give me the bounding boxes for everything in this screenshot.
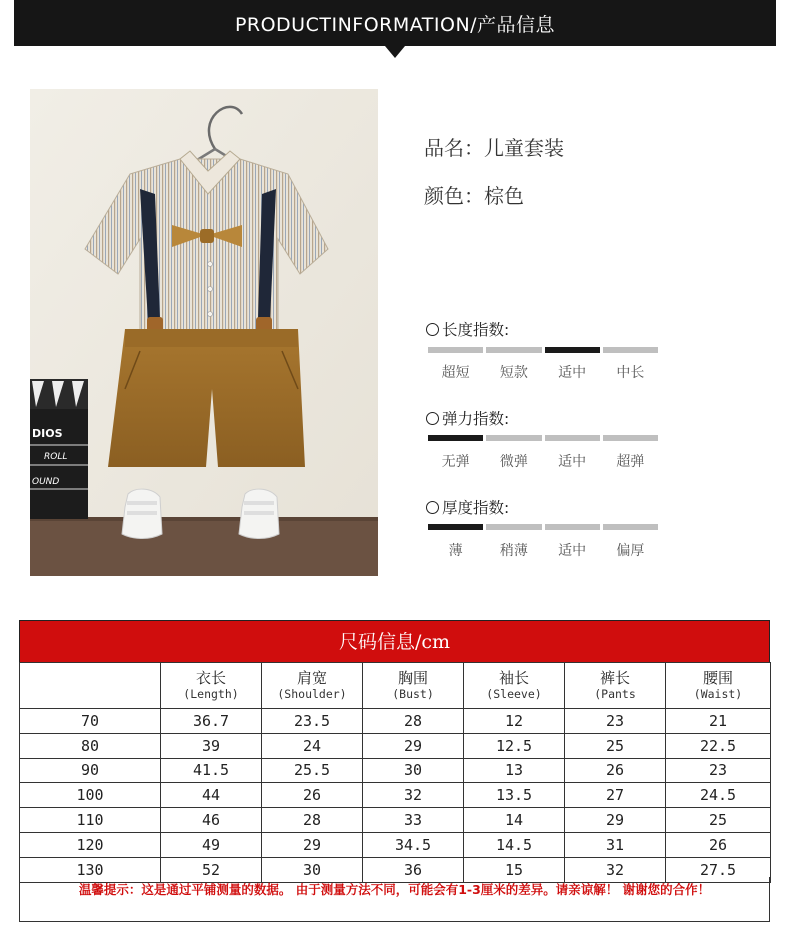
- elasticity-bar-1-selected: [428, 435, 483, 441]
- table-row: [20, 758, 771, 783]
- table-row: [20, 733, 771, 758]
- measurement-cell: 26: [666, 832, 771, 857]
- elasticity-bar-3: [545, 435, 600, 441]
- measurement-cell: 25: [565, 733, 666, 758]
- measurement-cell: 28: [363, 709, 464, 734]
- measurement-cell: 31: [565, 832, 666, 857]
- section-title: PRODUCTINFORMATION/产品信息: [234, 14, 556, 36]
- header-pointer: [385, 46, 405, 58]
- circle-icon: [426, 501, 439, 514]
- length-bar-4: [603, 347, 658, 353]
- column-header-sleeve: 袖长 (Sleeve): [464, 663, 565, 709]
- elasticity-index-labels: [428, 451, 658, 471]
- measurement-cell: 25.5: [262, 758, 363, 783]
- column-header-shoulder: 肩宽 (Shoulder): [262, 663, 363, 709]
- measurement-cell: 39: [161, 733, 262, 758]
- length-option: 短款: [499, 365, 528, 381]
- product-photo: [30, 89, 378, 576]
- length-bar-1: [428, 347, 483, 353]
- measurement-cell: 27: [565, 783, 666, 808]
- size-table-grid: [19, 662, 771, 883]
- product-color: 颜色：棕色: [424, 184, 524, 208]
- measurement-cell: 44: [161, 783, 262, 808]
- measurement-cell: 33: [363, 808, 464, 833]
- elasticity-bar-2: [486, 435, 541, 441]
- measurement-cell: 28: [262, 808, 363, 833]
- length-index-labels: [428, 362, 658, 382]
- measurement-cell: 24.5: [666, 783, 771, 808]
- length-option: 中长: [616, 365, 645, 381]
- measurement-cell: 13: [464, 758, 565, 783]
- measurement-cell: 23: [666, 758, 771, 783]
- clapper-text-2: ROLL: [44, 452, 68, 462]
- size-cell: 70: [20, 709, 161, 734]
- length-index-bars: [428, 347, 658, 353]
- thickness-option: 稍薄: [499, 543, 528, 559]
- measurement-cell: 41.5: [161, 758, 262, 783]
- measurement-cell: 32: [363, 783, 464, 808]
- table-row: [20, 832, 771, 857]
- measurement-cell: 13.5: [464, 783, 565, 808]
- measurement-cell: 23.5: [262, 709, 363, 734]
- measurement-cell: 36.7: [161, 709, 262, 734]
- column-header-length: 衣长 (Length): [161, 663, 262, 709]
- elasticity-option: 无弹: [441, 454, 470, 470]
- size-cell: 90: [20, 758, 161, 783]
- measurement-cell: 30: [363, 758, 464, 783]
- length-index-title: 长度指数:: [426, 318, 509, 340]
- thickness-index-labels: [428, 540, 658, 560]
- clapper-text-1: DIOS: [32, 427, 63, 440]
- elasticity-index-title: 弹力指数:: [426, 407, 509, 429]
- measurement-cell: 36: [363, 857, 464, 882]
- size-table-body: [20, 709, 771, 883]
- measurement-note: 温馨提示：这是通过平铺测量的数据。 由于测量方法不同，可能会有1-3厘米的差异。请亲谅解！ 谢谢您的合作！: [19, 877, 770, 922]
- measurement-cell: 21: [666, 709, 771, 734]
- length-option: 超短: [441, 365, 470, 381]
- thickness-bar-4: [603, 524, 658, 530]
- size-table-title: 尺码信息/cm: [19, 620, 770, 662]
- product-name: 品名：儿童套装: [424, 136, 564, 160]
- measurement-cell: 15: [464, 857, 565, 882]
- table-row: [20, 808, 771, 833]
- measurement-cell: 12: [464, 709, 565, 734]
- size-cell: 120: [20, 832, 161, 857]
- measurement-cell: 23: [565, 709, 666, 734]
- elasticity-option: 微弹: [499, 454, 528, 470]
- elasticity-option: 适中: [558, 454, 587, 470]
- circle-icon: [426, 323, 439, 336]
- measurement-cell: 12.5: [464, 733, 565, 758]
- length-bar-2: [486, 347, 541, 353]
- measurement-cell: 14: [464, 808, 565, 833]
- table-row: [20, 709, 771, 734]
- size-table: [19, 620, 770, 883]
- elasticity-bar-4: [603, 435, 658, 441]
- thickness-index-title: 厚度指数:: [426, 496, 509, 518]
- size-table-header-row: [20, 663, 771, 709]
- elasticity-option: 超弹: [616, 454, 645, 470]
- thickness-bar-1-selected: [428, 524, 483, 530]
- size-cell: 130: [20, 857, 161, 882]
- size-cell: 110: [20, 808, 161, 833]
- thickness-option: 适中: [558, 543, 587, 559]
- measurement-cell: 26: [565, 758, 666, 783]
- measurement-cell: 29: [565, 808, 666, 833]
- measurement-cell: 32: [565, 857, 666, 882]
- circle-icon: [426, 412, 439, 425]
- length-option: 适中: [558, 365, 587, 381]
- measurement-cell: 24: [262, 733, 363, 758]
- section-header: [14, 0, 776, 46]
- thickness-bar-3: [545, 524, 600, 530]
- size-cell: 100: [20, 783, 161, 808]
- measurement-cell: 26: [262, 783, 363, 808]
- measurement-cell: 49: [161, 832, 262, 857]
- measurement-cell: 25: [666, 808, 771, 833]
- measurement-cell: 29: [262, 832, 363, 857]
- measurement-cell: 30: [262, 857, 363, 882]
- size-cell: 80: [20, 733, 161, 758]
- clapperboard: [30, 379, 88, 519]
- elasticity-index-bars: [428, 435, 658, 441]
- measurement-cell: 46: [161, 808, 262, 833]
- column-header-bust: 胸围 (Bust): [363, 663, 464, 709]
- measurement-cell: 29: [363, 733, 464, 758]
- table-row: [20, 783, 771, 808]
- column-header: [20, 663, 161, 709]
- thickness-bar-2: [486, 524, 541, 530]
- column-header-waist: 腰围 (Waist): [666, 663, 771, 709]
- thickness-index-bars: [428, 524, 658, 530]
- length-bar-3-selected: [545, 347, 600, 353]
- measurement-cell: 34.5: [363, 832, 464, 857]
- thickness-option: 偏厚: [616, 543, 645, 559]
- column-header-pants: 裤长 (Pants: [565, 663, 666, 709]
- measurement-cell: 52: [161, 857, 262, 882]
- measurement-cell: 14.5: [464, 832, 565, 857]
- measurement-cell: 22.5: [666, 733, 771, 758]
- measurement-cell: 27.5: [666, 857, 771, 882]
- clapper-text-3: OUND: [32, 477, 60, 487]
- thickness-option: 薄: [448, 543, 463, 559]
